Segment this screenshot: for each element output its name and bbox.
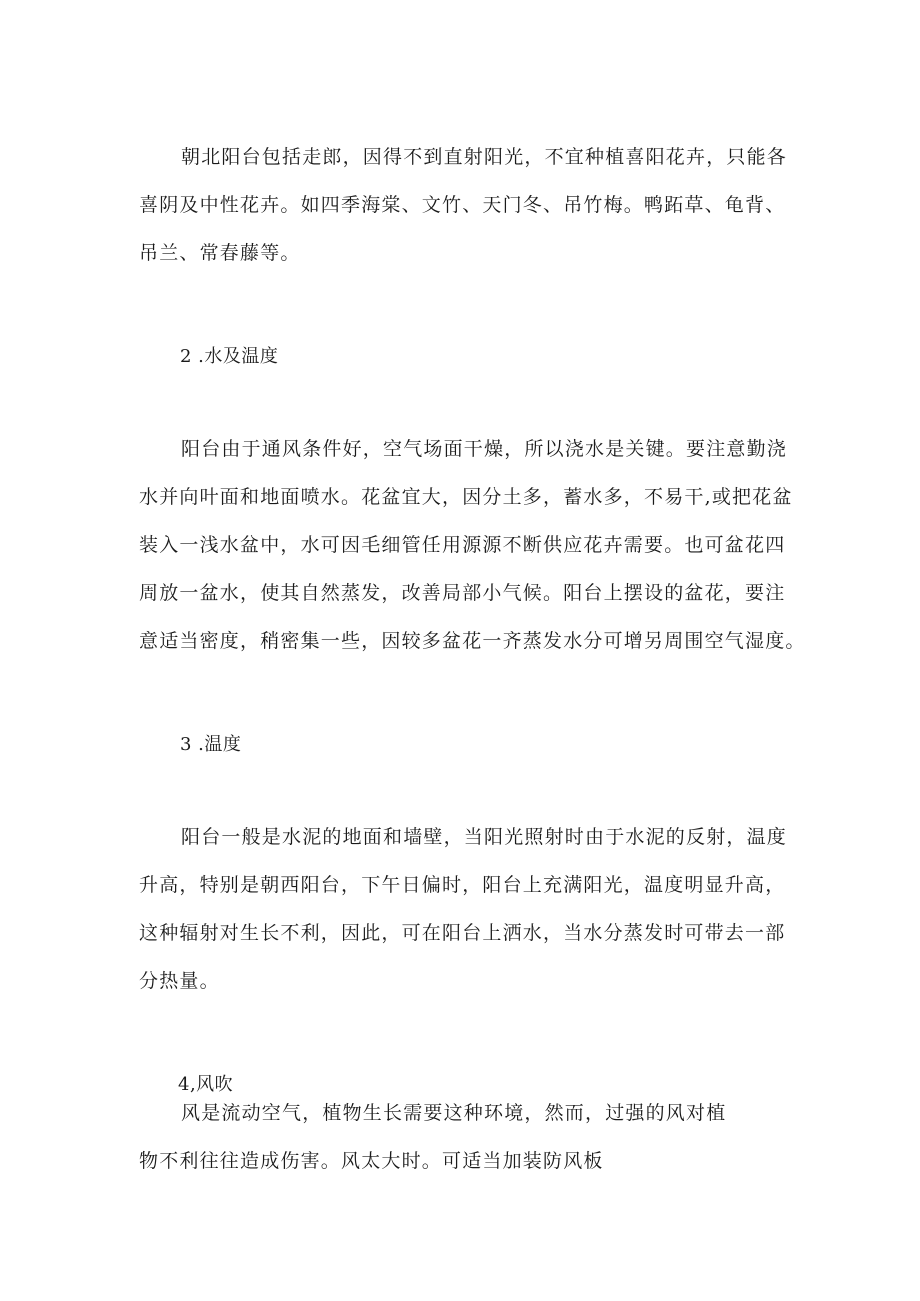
paragraph-line: 意适当密度，稍密集一些，因较多盆花一齐蒸发水分可增另周围空气湿度。 <box>139 630 806 652</box>
paragraph-line: 喜阴及中性花卉。如四季海棠、文竹、天门冬、吊竹梅。鸭跖草、龟背、 <box>139 194 786 216</box>
paragraph-line: 阳台由于通风条件好，空气场面干燥，所以浇水是关键。要注意勤浇 <box>181 438 788 460</box>
paragraph-line: 装入一浅水盆中，水可因毛细管任用源源不断供应花卉需要。也可盆花四 <box>139 534 786 556</box>
paragraph-line: 这种辐射对生长不利，因此，可在阳台上洒水，当水分蒸发时可带去一部 <box>139 922 786 944</box>
paragraph-line: 风是流动空气，植物生长需要这种环境，然而，过强的风对植 <box>181 1102 727 1124</box>
paragraph-line: 升高，特别是朝西阳台，下午日偏时，阳台上充满阳光，温度明显升高， <box>139 874 786 896</box>
section-heading: 2 .水及温度 <box>180 346 279 367</box>
paragraph-line: 水并向叶面和地面喷水。花盆宜大，因分土多，蓄水多，不易干,或把花盆 <box>139 486 793 508</box>
paragraph-line: 物不利往往造成伤害。风太大时。可适当加装防风板 <box>139 1150 604 1172</box>
section-heading: 3 .温度 <box>180 734 242 755</box>
paragraph-line: 周放一盆水，使其自然蒸发，改善局部小气候。阳台上摆设的盆花，要注 <box>139 582 786 604</box>
paragraph-line: 朝北阳台包括走郎，因得不到直射阳光，不宜种植喜阳花卉，只能各 <box>181 146 788 168</box>
section-heading: 4,风吹 <box>178 1074 234 1095</box>
paragraph-line: 阳台一般是水泥的地面和墙壁，当阳光照射时由于水泥的反射，温度 <box>181 826 788 848</box>
paragraph-line: 吊兰、常春藤等。 <box>139 242 301 264</box>
paragraph-line: 分热量。 <box>139 970 220 992</box>
